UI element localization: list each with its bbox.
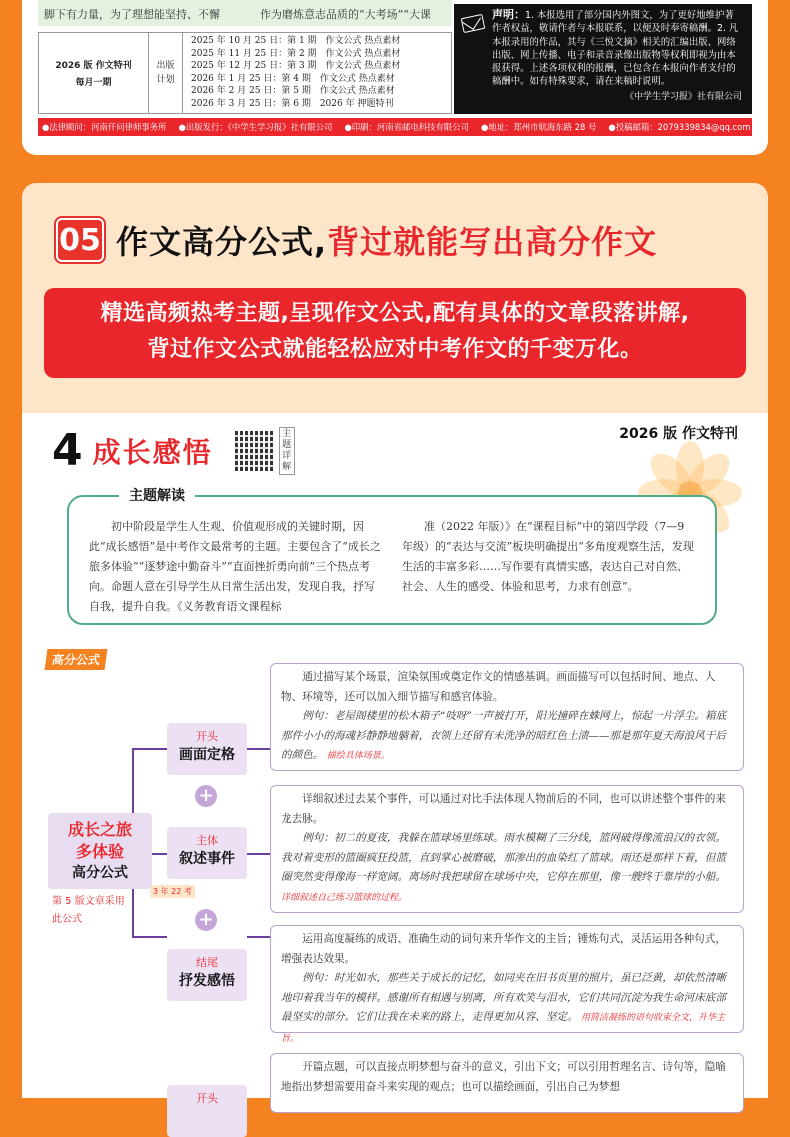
box-note: 描绘具体场景。 [326,751,390,761]
node-key: 开头 [196,1092,218,1105]
formula-box-opening-2 [270,1053,744,1113]
mindmap-branch [132,936,167,938]
plan-name-line1: 2026 版 作文特刊 [55,61,132,71]
footer-address: ●地址：郑州市航海东路 28 号 [481,122,597,132]
box-text: 开篇点题，可以直接点明梦想与奋斗的意义，引出下文；可以引用哲理名言、诗句等，隐喻地指出梦想需要用奋斗来实现的观点；也可以描绘画面，引出自己为梦想 [281,1061,726,1093]
plan-label-line1: 出版 [156,61,175,71]
theme-intro-label: 主题解读 [119,485,195,505]
box-text: 运用高度凝练的成语、准确生动的词句来升华作文的主旨；锤炼句式，灵活运用各种句式，增强表达效果。 [281,933,726,965]
footer-publisher: ●出版发行：《中学生学习报》社有限公司 [178,122,333,132]
special-edition-label: 2026 版 作文特刊 [619,426,738,442]
plan-area [38,0,452,118]
unit-title: 成长感悟 [92,435,213,469]
theme-intro-box [67,488,717,625]
node-value: 抒发感悟 [179,973,235,989]
plan-item: 2026 年 2 月 25 日：第 5 期 作文公式 热点素材 [191,86,395,97]
footer-printer: ●印刷：河南省邮电科技有限公司 [344,122,469,132]
mindmap-branch [247,936,270,938]
plan-label-line2: 计划 [156,75,175,85]
box-example-text: 例句：时光如水，那些关于成长的记忆，如同夹在旧书页里的照片，虽已泛黄，却依然清晰地印着我当年的模样。感谢所有相遇与别离，所有欢笑与泪水，它们共同沉淀为我生命河床底部最坚实的部分。它们让我在未来的路上，走得更加从容、坚定。 [281,972,726,1023]
mindmap-branch [132,748,167,750]
promo-description [44,288,746,378]
center-note: 第 5 版文章采用此公式 [52,896,125,925]
node-body [167,827,247,879]
footer-legal: ●法律顾问：河南仟问律师事务所 [42,122,167,132]
declaration-text-block [492,8,742,89]
unit-heading [52,425,295,476]
footer-email: ●投稿邮箱：2079339834@qq.com [608,122,751,132]
plan-name [39,33,149,113]
node-ending [167,949,247,1001]
node-value: 叙述事件 [179,851,235,867]
box-note: 详细叙述自己练习篮球的过程。 [281,892,408,903]
node-opening [167,723,247,775]
promo-section [22,183,768,413]
qr-label: 主题详解 [279,427,295,475]
plus-icon: + [195,909,217,931]
section-number-badge: 05 [56,218,104,262]
node-key: 结尾 [196,956,218,969]
box-text: 通过描写某个场景，渲染氛围或奠定作文的情感基调。画面描写可以包括时间、地点、人物、环境等，还可以加入细节描写和感官体验。 [281,671,716,703]
declaration-title: 声明： [492,8,525,21]
unit-number: 4 [52,425,83,476]
plan-item: 2025 年 12 月 25 日：第 3 期 作文公式 热点素材 [191,61,401,72]
masthead-card [22,0,768,155]
qr-code-icon[interactable] [235,431,275,471]
box-example-text: 例句：初二的夏夜，我躲在篮球场里练球。雨水模糊了三分线，篮网破得像流浪汉的衣领。我对着变形的篮圈疯狂投篮，直到掌心被磨破，那渗出的血染红了篮球。雨还是那样下着，但篮圈突然变得像海一样宽阔。离场时我把球留在球场中央，它停在那里，像一艘终于靠岸的小船。 [281,832,726,883]
plan-item: 2025 年 10 月 25 日：第 1 期 作文公式 热点素材 [191,36,401,46]
formula-box-ending [270,925,744,1044]
info-footer [38,118,752,136]
box-example-text: 例句：老屋阁楼里的松木箱子“吱呀”一声被打开，阳光撞碎在蛛网上，惊起一片浮尘。箱底那件小小的海魂衫静静地躺着，衣领上还留有未洗净的暗红色土渍——那是那年夏天海浪风干后的颜色。 [281,710,727,761]
quote-strip [38,0,452,26]
promo-title-red: 背过就能写出高分作文 [327,223,658,261]
box-text: 详细叙述过去某个事件，可以通过对比手法体现人物前后的不同，也可以讲述整个事件的来龙去脉。 [281,793,726,825]
promo-title [116,217,657,263]
plus-icon: + [195,785,217,807]
center-title-line1: 成长之旅 [67,820,132,839]
plan-item: 2025 年 11 月 25 日：第 2 期 作文公式 热点素材 [191,48,401,59]
plan-label [149,33,183,113]
formula-box-opening [270,663,744,771]
mindmap-branch [247,748,270,750]
center-title-line2: 多体验 [75,842,124,861]
promo-desc-line2: 背过作文公式就能轻松应对中考作文的千变万化。 [147,337,643,362]
box-example [281,829,735,908]
node-key: 开头 [196,730,218,743]
envelope-icon [461,14,486,33]
plan-item: 2026 年 3 月 25 日：第 6 期 2026 年 押题特刊 [191,98,394,109]
theme-intro-text [89,517,695,617]
declaration-box [454,4,752,114]
sample-page [22,413,768,1105]
intro-left-column: 初中阶段是学生人生观、价值观形成的关键时期，因此“成长感悟”是中考作文最常考的主题。主要包含了“成长之旅多体验”“逐梦途中勤奋斗”“直面挫折勇向前”三个热点考向。命题人意在引导学生从日常生活出发，发现自我，抒写自我，提升自我。《义务教育语文课程标 [89,520,381,613]
mindmap-branch [247,853,270,855]
node-opening-2 [167,1085,247,1137]
node-key: 主体 [196,834,218,847]
formula-box-body [270,785,744,913]
declaration-text: 1. 本报选用了部分国内外图文，为了更好地维护著作者权益，敬请作者与本报联系，以便及时奉寄稿酬。2. 凡本报录用的作品，其与《三悦文摘》相关的汇编出版、网络出版、网上传播、电子和录音录像出版物等权利即视为由本报获得。上述各项权利的报酬，已包含在本报向作者支付的稿酬中。如有特殊要求，请在来稿时说明。 [492,10,739,88]
formula-tag: 高分公式 [45,649,108,670]
box-note: 用简洁凝练的语句收束全文，升华主旨。 [281,1013,726,1044]
promo-heading [56,217,657,263]
plan-list [183,33,451,113]
box-example [281,969,735,1049]
publication-plan-table [38,32,452,114]
quote-right: 作为磨炼意志品质的“大考场”“大课 [260,8,431,21]
promo-desc-line1: 精选高频热考主题,呈现作文公式,配有具体的文章段落讲解, [100,301,690,326]
plan-item: 2026 年 1 月 25 日：第 4 期 作文公式 热点素材 [191,73,395,84]
node-value: 画面定格 [179,747,235,763]
declaration-sign: 《中学生学习报》社有限公司 [624,91,742,102]
exam-count-tag: 3 年 22 考 [150,885,195,898]
box-example [281,707,735,767]
formula-center-node [48,813,152,889]
quote-left: 脚下有力量，为了理想能坚持、不懈 [44,8,220,21]
intro-right-column: 准（2022 年版）》在“课程目标”中的第四学段（7—9 年级）的“表达与交流”板块明确提出“多角度观察生活，发现生活的丰富多彩……写作要有真情实感，表达自己对自然、社会、人生的感受、体验和思考，力求有创意”。 [402,520,694,593]
promo-title-black: 作文高分公式, [116,223,328,261]
center-subtitle: 高分公式 [72,865,128,881]
plan-name-line2: 每月一期 [75,78,112,88]
